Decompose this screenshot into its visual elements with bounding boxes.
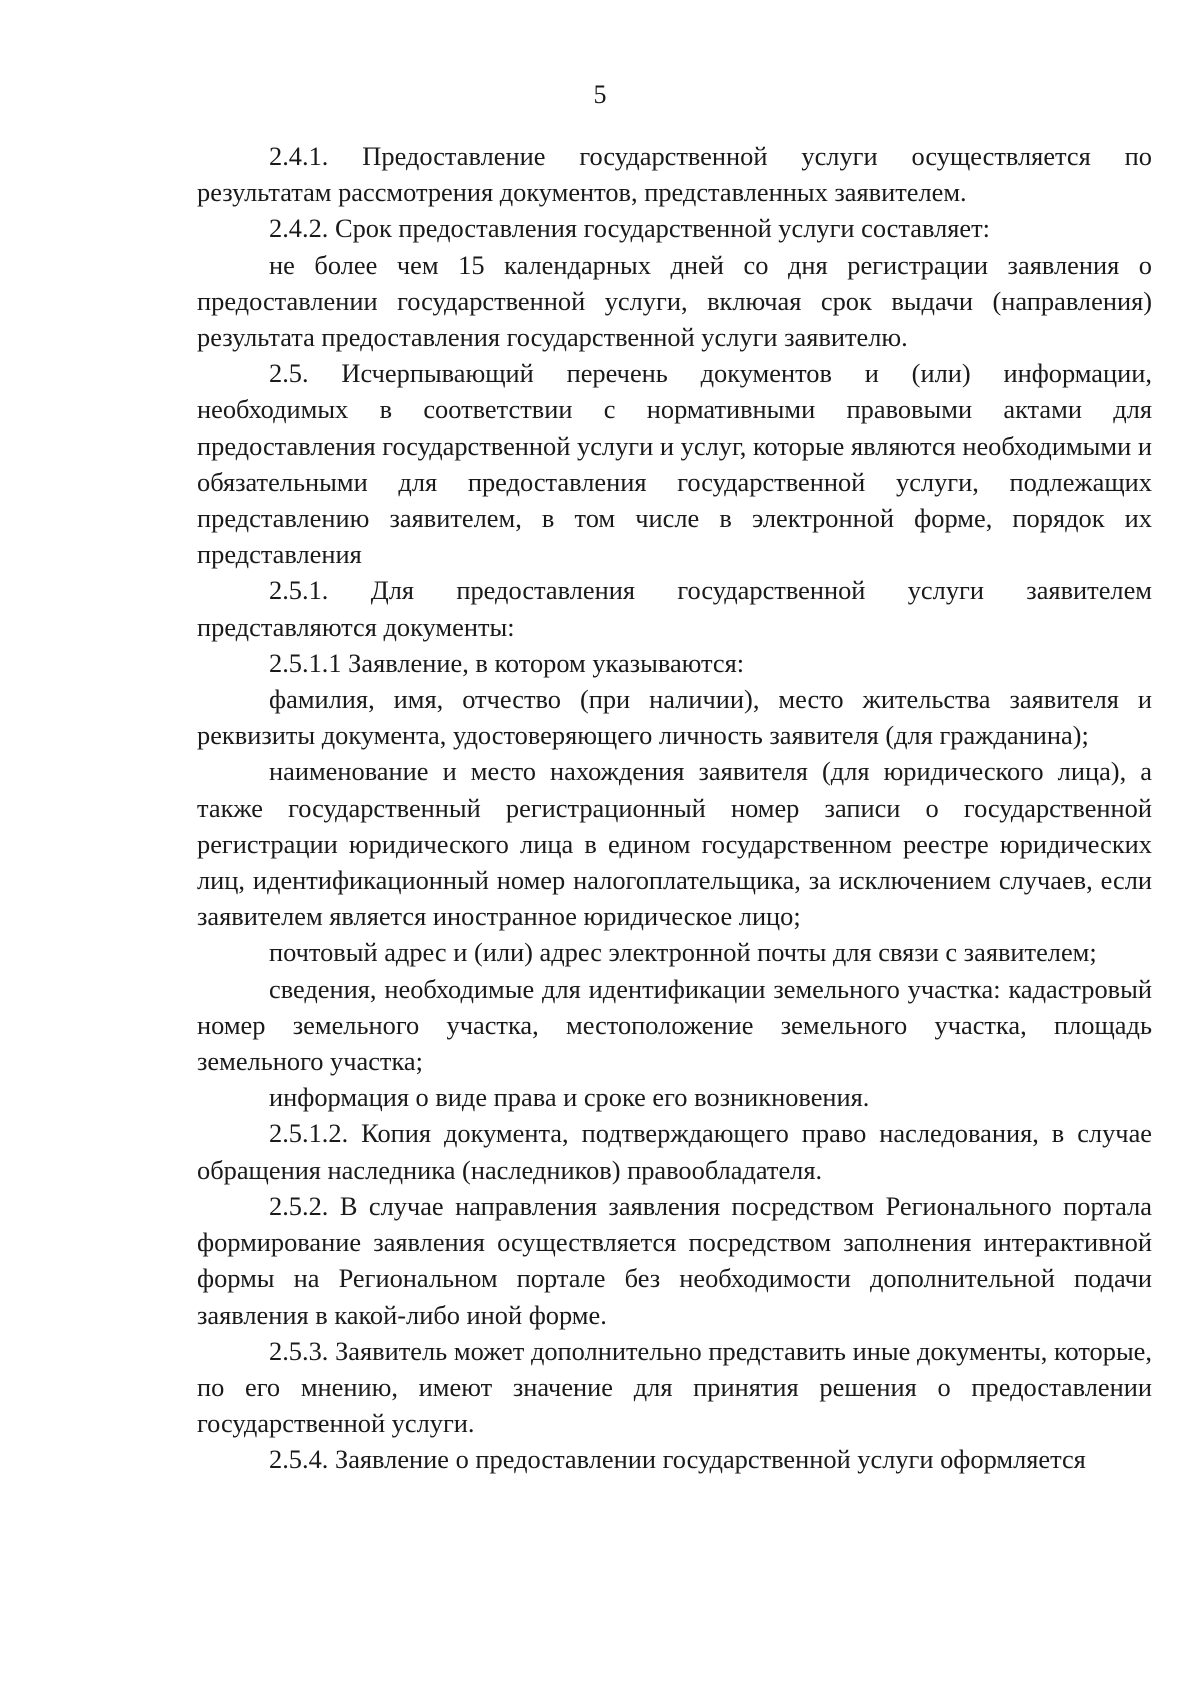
paragraph-2-4-1: 2.4.1. Предоставление государственной услуги осуществляется по результатам рассмотрения документов, представленных заявителем. bbox=[197, 141, 1152, 208]
page-number: 5 bbox=[593, 80, 607, 109]
paragraph-term-detail: не более чем 15 календарных дней со дня регистрации заявления о предоставлении государственной услуги, включая срок выдачи (направления) результата предоставления государственной услуги заявителю. bbox=[197, 249, 1152, 353]
paragraph-2-5-3: 2.5.3. Заявитель может дополнительно представить иные документы, которые, по его мнению, имеют значение для принятия решения о предоставлении государственной услуги. bbox=[197, 1335, 1152, 1439]
paragraph-2-5-4: 2.5.4. Заявление о предоставлении государственной услуги оформляется bbox=[269, 1444, 1086, 1475]
paragraph-land-plot-info: сведения, необходимые для идентификации земельного участка: кадастровый номер земельного участка, местоположение земельного участка, площадь земельного участка; bbox=[197, 973, 1152, 1077]
paragraph-citizen-details: фамилия, имя, отчество (при наличии), место жительства заявителя и реквизиты документа, удостоверяющего личность заявителя (для гражданина); bbox=[197, 684, 1152, 751]
paragraph-contact-address: почтовый адрес и (или) адрес электронной почты для связи с заявителем; bbox=[269, 937, 1097, 968]
paragraph-legal-entity-details: наименование и место нахождения заявителя (для юридического лица), а также государственный регистрационный номер записи о государственной регистрации юридического лица в едином государственном реестре юридических лиц, идентификационный номер налогоплательщика, за исключением случаев, если заявителем является иностранное юридическое лицо; bbox=[197, 756, 1152, 932]
paragraph-2-5-1-2: 2.5.1.2. Копия документа, подтверждающего право наследования, в случае обращения наследника (наследников) правообладателя. bbox=[197, 1118, 1152, 1185]
paragraph-2-4-2: 2.4.2. Срок предоставления государственной услуги составляет: bbox=[269, 213, 990, 244]
document-body bbox=[197, 138, 1152, 1478]
paragraph-2-5-1-1: 2.5.1.1 Заявление, в котором указываются: bbox=[269, 647, 745, 678]
paragraph-2-5-2: 2.5.2. В случае направления заявления посредством Регионального портала формирование заявления осуществляется посредством заполнения интерактивной формы на Региональном портале без необходимости дополнительной подачи заявления в какой-либо иной форме. bbox=[197, 1190, 1152, 1330]
paragraph-2-5: 2.5. Исчерпывающий перечень документов и (или) информации, необходимых в соответствии с нормативными правовыми актами для предоставления государственной услуги и услуг, которые являются необходимыми и обязательными для предоставления государственной услуги, подлежащих представлению заявителем, в том числе в электронной форме, порядок их представления bbox=[197, 358, 1152, 570]
paragraph-2-5-1: 2.5.1. Для предоставления государственной услуги заявителем представляются документы: bbox=[197, 575, 1152, 642]
paragraph-right-info: информация о виде права и сроке его возникновения. bbox=[269, 1082, 870, 1113]
